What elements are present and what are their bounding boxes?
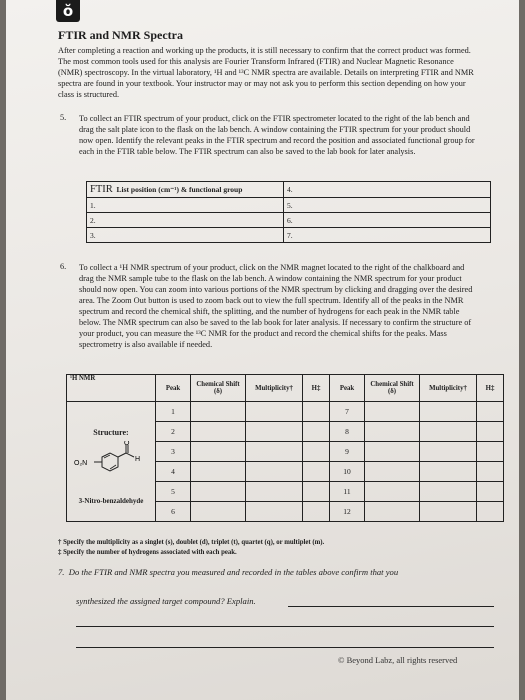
ftir-cell-right[interactable]: 4. — [284, 182, 491, 198]
shift-cell[interactable] — [365, 402, 420, 422]
multiplicity-cell[interactable] — [246, 502, 303, 522]
peak-number: 12 — [330, 502, 365, 522]
h-cell[interactable] — [477, 442, 504, 462]
multiplicity-cell[interactable] — [246, 402, 303, 422]
shift-cell[interactable] — [191, 502, 246, 522]
h-cell[interactable] — [303, 462, 330, 482]
col-h-header: H‡ — [477, 375, 504, 402]
h-cell[interactable] — [303, 422, 330, 442]
multiplicity-cell[interactable] — [420, 402, 477, 422]
col-h-header: H‡ — [303, 375, 330, 402]
shift-cell[interactable] — [191, 402, 246, 422]
step7-line1: 7. Do the FTIR and NMR spectra you measured and recorded in the tables above confirm that you — [58, 567, 399, 577]
shift-cell[interactable] — [365, 442, 420, 462]
ftir-cell-right[interactable]: 6. — [284, 213, 491, 228]
section-title: FTIR and NMR Spectra — [58, 28, 183, 42]
multiplicity-cell[interactable] — [246, 462, 303, 482]
footnote-hydrogens: ‡ Specify the number of hydrogens associated with each peak. — [58, 549, 237, 556]
answer-line-3[interactable] — [76, 647, 494, 648]
peak-number: 11 — [330, 482, 365, 502]
peak-number: 8 — [330, 422, 365, 442]
ftir-table-header: FTIR List position (cm⁻¹) & functional group — [87, 182, 284, 198]
ftir-cell-left[interactable]: 2. — [87, 213, 284, 228]
peak-number: 6 — [156, 502, 191, 522]
step5-number: 5. — [60, 113, 67, 122]
ftir-cell-left[interactable]: 1. — [87, 198, 284, 213]
multiplicity-cell[interactable] — [420, 502, 477, 522]
shift-cell[interactable] — [365, 502, 420, 522]
ftir-cell-left[interactable]: 3. — [87, 228, 284, 243]
h-cell[interactable] — [477, 402, 504, 422]
compound-name: 3-Nitro-benzaldehyde — [78, 497, 144, 505]
ftir-table — [86, 181, 491, 243]
col-peak-header: Peak — [156, 375, 191, 402]
o2n-group-label: O₂N — [74, 460, 88, 467]
nitrobenzaldehyde-structure-icon — [72, 441, 150, 489]
col-peak-header: Peak — [330, 375, 365, 402]
h-cell[interactable] — [303, 502, 330, 522]
nmr-table-label: ¹H NMR — [67, 375, 156, 402]
multiplicity-cell[interactable] — [246, 442, 303, 462]
answer-line-2[interactable] — [76, 626, 494, 627]
col-shift-header: Chemical Shift (δ) — [365, 375, 420, 402]
h-cell[interactable] — [477, 422, 504, 442]
footnote-multiplicity: † Specify the multiplicity as a singlet (s), doublet (d), triplet (t), quartet (q), or multiplet (m). — [58, 539, 325, 546]
peak-number: 9 — [330, 442, 365, 462]
step6-number: 6. — [60, 262, 67, 271]
intro-paragraph: After completing a reaction and working up the products, it is still necessary to confirm that the correct product was formed. The most common tools used for this analysis are Fourier Transform Infrared (FTIR) and Nuclear Magnetic Resonance (NMR) spectroscopy. In the virtual laboratory, ¹H and ¹³C NMR spectra are available. Details on interpreting FTIR and NMR spectra are found in your textbook. Your instructor may or may not ask you to perform this section depending on how your class is structured. — [58, 46, 474, 99]
multiplicity-cell[interactable] — [420, 422, 477, 442]
shift-cell[interactable] — [191, 482, 246, 502]
peak-number: 3 — [156, 442, 191, 462]
structure-cell — [67, 402, 156, 522]
structure-label: Structure: — [93, 428, 129, 437]
answer-line-1[interactable] — [288, 606, 494, 607]
h-cell[interactable] — [477, 482, 504, 502]
multiplicity-cell[interactable] — [246, 422, 303, 442]
shift-cell[interactable] — [191, 422, 246, 442]
step6-paragraph: To collect a ¹H NMR spectrum of your product, click on the NMR magnet located to the right of the chalkboard and drag the NMR sample tube to the flask on the lab bench. A window containing the NMR spectrum for your product should now open. You can zoom into various portions of the NMR spectrum by clicking and dragging over the desired area. The Zoom Out button is used to zoom back out to view the full spectrum. Identify all of the peaks in the NMR spectrum and record the chemical shift, the splitting, and the number of hydrogens for each peak in the NMR table below. The NMR spectrum can also be saved to the lab book for later analysis. If necessary to confirm the structure of your product, you can measure the ¹³C NMR for the product and record the chemical shifts for the peaks. Mass spectrometry is also available if needed. — [79, 263, 473, 349]
peak-number: 5 — [156, 482, 191, 502]
multiplicity-cell[interactable] — [420, 442, 477, 462]
h-cell[interactable] — [477, 502, 504, 522]
col-shift-header: Chemical Shift (δ) — [191, 375, 246, 402]
copyright-notice: © Beyond Labz, all rights reserved — [338, 655, 458, 665]
col-multiplicity-header: Multiplicity† — [420, 375, 477, 402]
col-multiplicity-header: Multiplicity† — [246, 375, 303, 402]
multiplicity-cell[interactable] — [246, 482, 303, 502]
ftir-cell-right[interactable]: 7. — [284, 228, 491, 243]
aldehyde-h-label: H — [135, 456, 141, 463]
ftir-cell-right[interactable]: 5. — [284, 198, 491, 213]
peak-number: 10 — [330, 462, 365, 482]
shift-cell[interactable] — [191, 442, 246, 462]
shift-cell[interactable] — [365, 482, 420, 502]
h-cell[interactable] — [303, 402, 330, 422]
step5-paragraph: To collect an FTIR spectrum of your product, click on the FTIR spectrometer located to the right of the lab bench and drag the salt plate icon to the flask on the lab bench. A window containing the FTIR spectrum for your product should now open. Identify the relevant peaks in the FTIR spectrum and record the position and associated functional group for each in the FTIR table below. The FTIR spectrum can also be saved to the lab book for later analysis. — [79, 114, 475, 156]
shift-cell[interactable] — [365, 462, 420, 482]
h-cell[interactable] — [477, 462, 504, 482]
worksheet-page — [6, 0, 519, 700]
shift-cell[interactable] — [365, 422, 420, 442]
h-cell[interactable] — [303, 442, 330, 462]
multiplicity-cell[interactable] — [420, 482, 477, 502]
beyond-labz-logo-icon: ŏ — [56, 0, 80, 22]
multiplicity-cell[interactable] — [420, 462, 477, 482]
step7-line2: synthesized the assigned target compound? Explain. — [76, 596, 256, 606]
shift-cell[interactable] — [191, 462, 246, 482]
peak-number: 7 — [330, 402, 365, 422]
nmr-table — [66, 374, 504, 522]
carbonyl-oxygen-label: O — [124, 441, 130, 447]
peak-number: 1 — [156, 402, 191, 422]
peak-number: 4 — [156, 462, 191, 482]
peak-number: 2 — [156, 422, 191, 442]
h-cell[interactable] — [303, 482, 330, 502]
